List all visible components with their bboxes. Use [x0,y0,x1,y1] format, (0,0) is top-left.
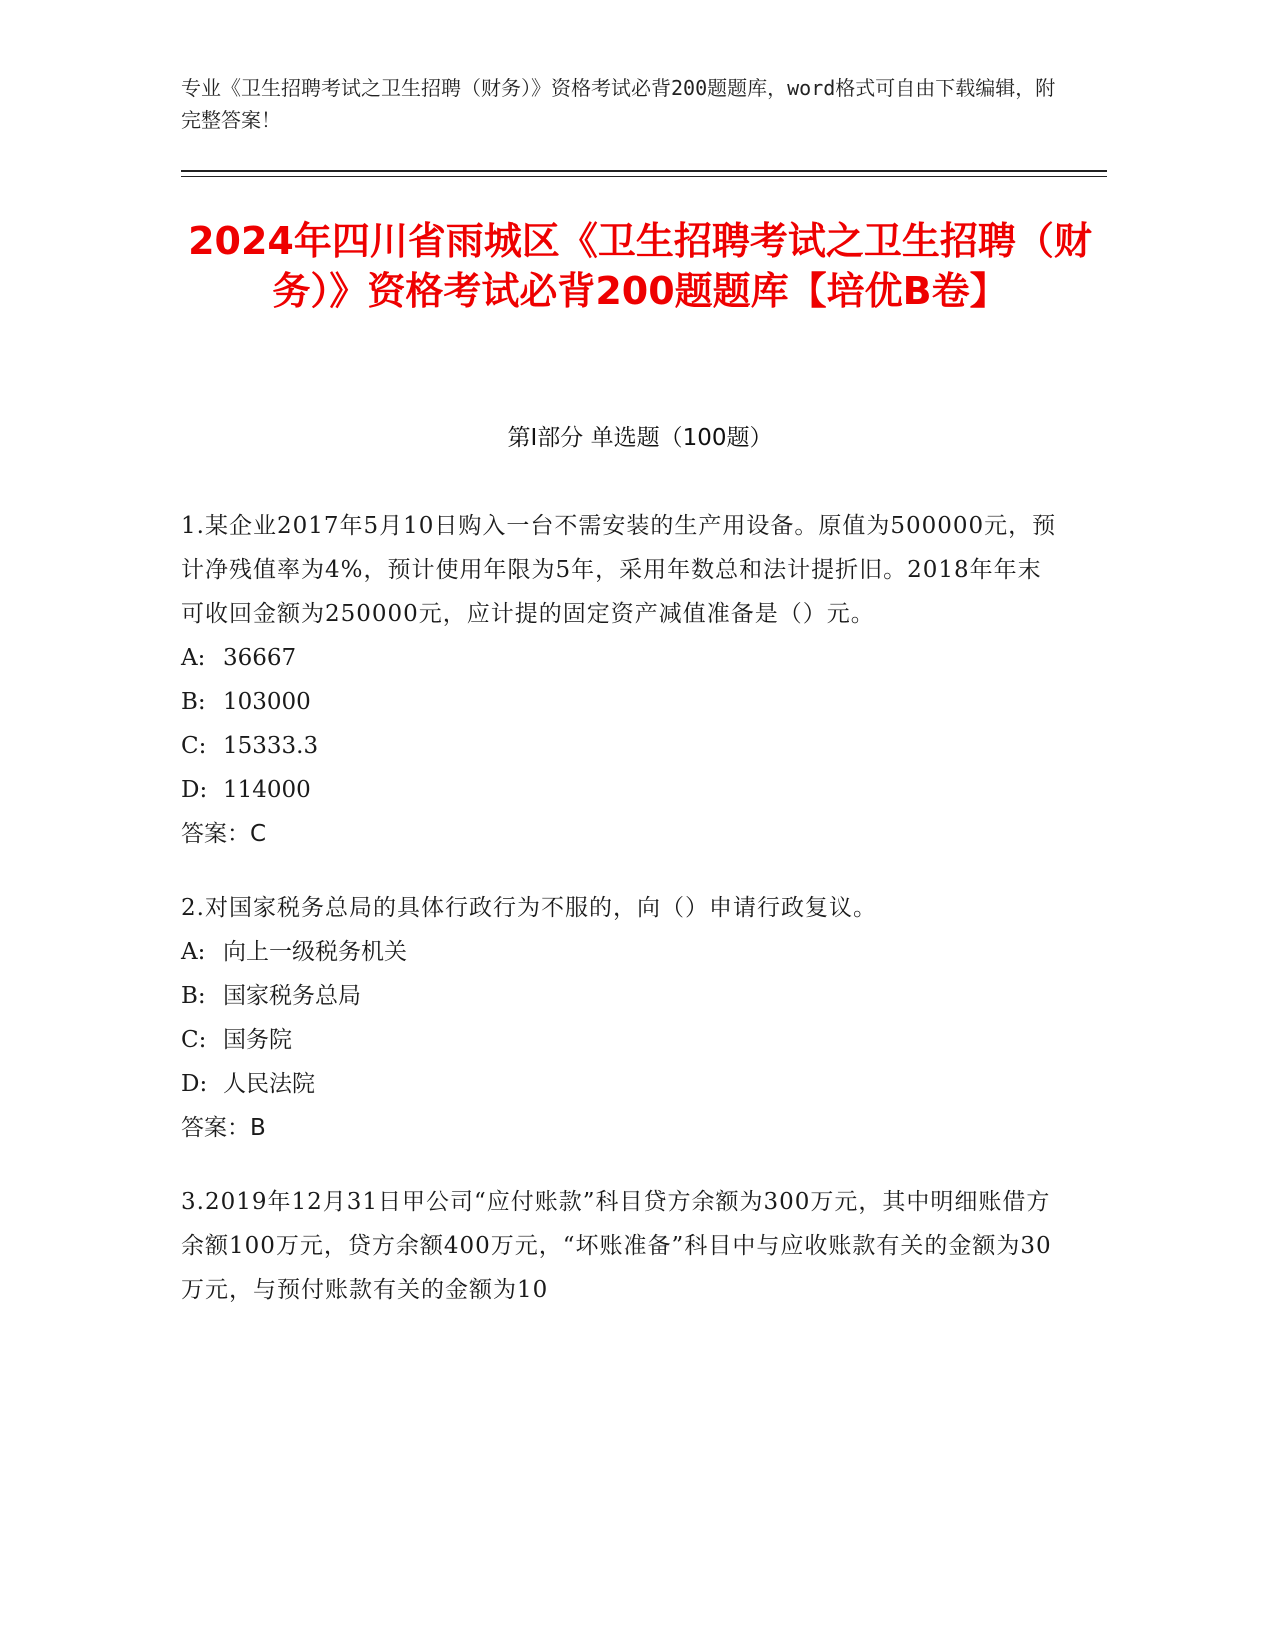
option-text: 15333.3 [223,733,319,759]
option-d [181,768,1061,812]
option-letter: D: [181,777,208,803]
question-1 [181,504,1061,856]
question-list [181,504,1061,1342]
option-c [181,1018,1061,1062]
option-letter: A: [181,939,206,965]
question-3 [181,1180,1061,1312]
option-text: 国务院 [223,1027,292,1053]
answer: 答案：C [181,821,267,847]
option-c [181,724,1061,768]
header-note: 专业《卫生招聘考试之卫生招聘（财务）》资格考试必背200题题库，word格式可自由下载编辑，附完整答案！ [181,76,1056,132]
option-text: 36667 [223,645,297,671]
document-title: 2024年四川省雨城区《卫生招聘考试之卫生招聘（财务）》资格考试必背200题题库【培优B卷】 [188,219,1092,313]
option-letter: C: [181,1027,207,1053]
answer: 答案：B [181,1115,266,1141]
option-letter: A: [181,645,206,671]
question-stem: 3.2019年12月31日甲公司“应付账款”科目贷方余额为300万元，其中明细账借方余额100万元，贷方余额400万元，“坏账准备”科目中与应收账款有关的金额为30万元，与预付账款有关的金额为10 [181,1189,1052,1303]
option-letter: D: [181,1071,208,1097]
option-text: 114000 [223,777,311,803]
option-text: 国家税务总局 [223,983,361,1009]
section-title: 第I部分 单选题（100题） [507,425,773,451]
question-stem: 2.对国家税务总局的具体行政行为不服的，向（）申请行政复议。 [181,895,877,921]
header-divider-thin [181,176,1107,177]
option-letter: B: [181,689,206,715]
option-b [181,974,1061,1018]
option-text: 向上一级税务机关 [223,939,407,965]
question-2 [181,886,1061,1150]
header-divider [181,170,1107,172]
option-d [181,1062,1061,1106]
option-letter: B: [181,983,206,1009]
option-a [181,930,1061,974]
option-text: 103000 [223,689,311,715]
option-b [181,680,1061,724]
option-text: 人民法院 [223,1071,315,1097]
question-stem: 1.某企业2017年5月10日购入一台不需安装的生产用设备。原值为500000元，预计净残值率为4%，预计使用年限为5年，采用年数总和法计提折旧。2018年年末可收回金额为250000元，应计提的固定资产减值准备是（）元。 [181,513,1057,627]
option-a [181,636,1061,680]
option-letter: C: [181,733,207,759]
